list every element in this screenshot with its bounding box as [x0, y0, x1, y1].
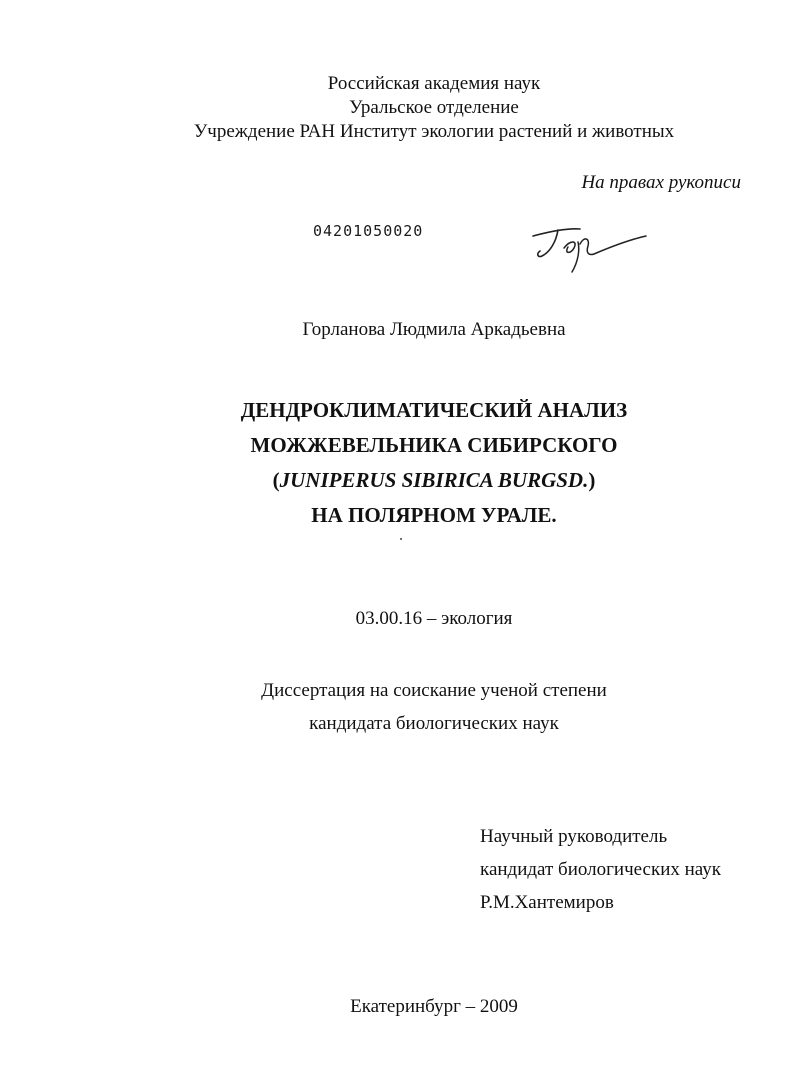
supervisor-block — [480, 820, 721, 919]
supervisor-rank: кандидат биологических наук — [480, 859, 721, 880]
place-and-year: Екатеринбург – 2009 — [350, 996, 518, 1017]
institute-name: Учреждение РАН Институт экологии растений и животных — [193, 121, 675, 142]
author-signature — [528, 214, 653, 284]
title-paren-open: ( — [272, 468, 280, 492]
degree-line-1: Диссертация на соискание ученой степени — [261, 680, 607, 701]
degree-statement — [0, 674, 793, 740]
academy-name: Российская академия наук — [327, 73, 541, 94]
title-line-2: МОЖЖЕВЕЛЬНИКА СИБИРСКОГО — [250, 433, 618, 457]
specialty-code: 03.00.16 – экология — [355, 608, 513, 629]
title-paren-close: ) — [588, 468, 596, 492]
supervisor-role: Научный руководитель — [480, 826, 668, 847]
latin-species-name: JUNIPERUS SIBIRICA BURGSD. — [279, 468, 589, 492]
branch-name: Уральское отделение — [349, 97, 519, 118]
paper-speck — [400, 538, 402, 540]
supervisor-name: Р.М.Хантемиров — [480, 892, 614, 913]
title-line-1: ДЕНДРОКЛИМАТИЧЕСКИЙ АНАЛИЗ — [240, 398, 628, 422]
title-line-4: НА ПОЛЯРНОМ УРАЛЕ. — [311, 503, 557, 527]
title-line-3 — [0, 463, 793, 498]
author-name: Горланова Людмила Аркадьевна — [302, 319, 566, 340]
degree-line-2: кандидата биологических наук — [309, 713, 559, 734]
manuscript-rights-note: На правах рукописи — [581, 172, 741, 193]
institution-header — [0, 72, 793, 144]
catalog-code: 04201050020 — [313, 222, 424, 240]
dissertation-title — [0, 393, 793, 533]
